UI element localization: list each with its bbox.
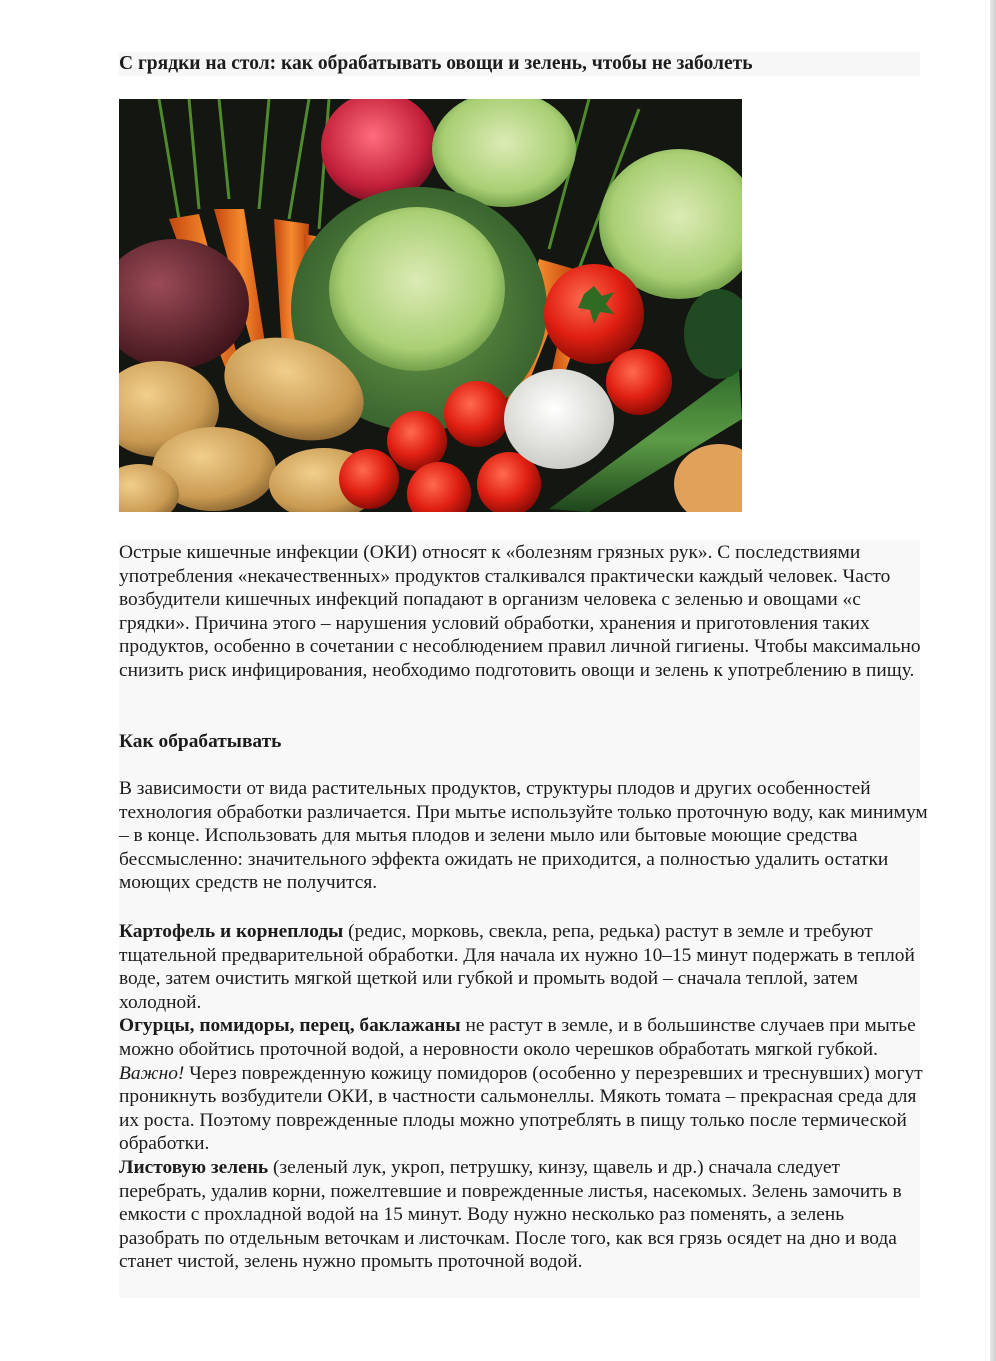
general-rules-paragraph: В зависимости от вида растительных продуктов, структуры плодов и других особенностей технология обработки различается. При мытье используйте только проточную воду, как минимум – в конце. Использовать для мытья плодов и зелени мыло или бытовые моющие средства бессмысленно: значительного эффекта ожидать не приходится, а полностью удалить остатки моющих средств не получится. [119, 778, 928, 894]
roots-lead: Картофель и корнеплоды [119, 921, 344, 942]
intro-paragraph: Острые кишечные инфекции (ОКИ) относят к «болезням грязных рук». С последствиями употребления «некачественных» продуктов сталкивался практически каждый человек. Часто возбудители кишечных инфекций попадают в организм человека с зеленью и овощами «с грядки». Причина этого – нарушения условий обработки, хранения и приготовления таких продуктов, особенно в сочетании с несоблюдением правил личной гигиены. Чтобы максимально снизить риск инфицирования, необходимо подготовить овощи и зелень к употреблению в пищу. [119, 542, 921, 681]
important-lead: Важно! [119, 1062, 185, 1084]
fruit-veg-lead: Огурцы, помидоры, перец, баклажаны [119, 1015, 461, 1037]
greens-lead: Листовую зелень [119, 1156, 269, 1178]
article-title: С грядки на стол: как обрабатывать овощи и зелень, чтобы не заболеть [119, 53, 753, 74]
fruit-veg-paragraph [119, 1014, 929, 1061]
instructions-block [119, 920, 929, 1274]
greens-text: (зеленый лук, укроп, петрушку, кинзу, щавель и др.) сначала следует перебрать, удалив корни, пожелтевшие и поврежденные листья, насекомых. Зелень замочить в емкости с прохладной водой на 15 минут. Воду нужно несколько раз поменять, а зелень разобрать по отдельным веточкам и листочкам. После того, как вся грязь осядет на дно и вода станет чистой, зелень нужно промыть проточной водой. [119, 1156, 902, 1273]
page-edge [990, 0, 996, 1361]
vegetables-photo [119, 99, 742, 512]
important-text: Через поврежденную кожицу помидоров (особенно у перезревших и треснувших) могут проникнуть возбудители ОКИ, в частности сальмонеллы. Мякоть томата – прекрасная среда для их роста. Поэтому поврежденные плоды можно употреблять в пищу только после термической обработки. [119, 1062, 923, 1155]
greens-paragraph [119, 1156, 929, 1274]
roots-text: (редис, морковь, свекла, репа, редька) растут в земле и требуют тщательной предварительной обработки. Для начала их нужно 10–15 минут подержать в теплой воде, затем очистить мягкой щеткой или губкой и промыть водой – сначала теплой, затем холодной. [119, 921, 915, 1013]
roots-paragraph [119, 920, 929, 1014]
important-paragraph [119, 1062, 929, 1156]
fruit-veg-text: не растут в земле, и в большинстве случаев при мытье можно обойтись проточной водой, а неровности около черешков обработать мягкой губкой. [119, 1015, 916, 1060]
section-heading: Как обрабатывать [119, 731, 282, 752]
